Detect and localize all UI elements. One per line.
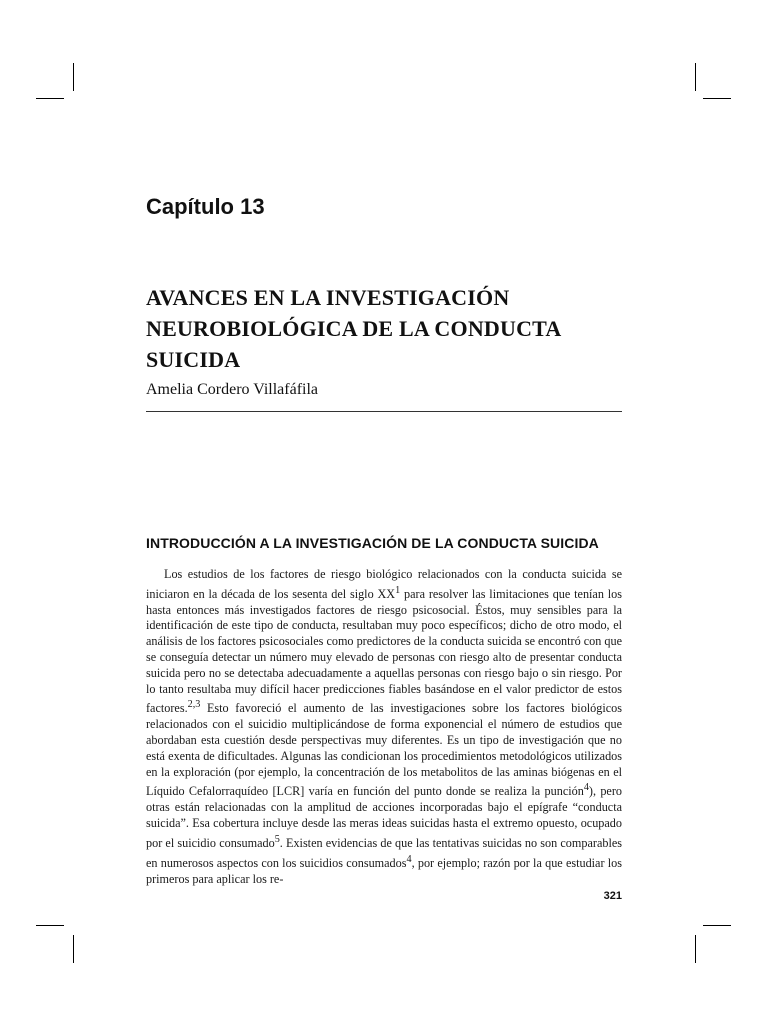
title-line: SUICIDA [146,347,241,372]
body-text-run: Los estudios de los factores de riesgo biológico relacionados con la conducta suicida se iniciaron en la década de los sesenta del siglo XX [146,567,622,601]
body-text-run: , por ejemplo; razón por la que estudiar los primeros para aplicar los re- [146,855,622,886]
body-text-run: Esto favoreció el aumento de las investigaciones sobre los factores biológicos relacionados con el suicidio multiplicándose de forma exponencial el número de estudios que abordaban esta cuestión desde perspectivas muy diferentes. Es un tipo de investigación que no está exenta de dificultades. Algunas las condicionan los procedimientos metodológicos utilizados en la exploración (por ejemplo, la concentración de los metabolitos de las aminas biógenas en el Líquido Cefalorraquídeo [LCR] varía en función del punto donde se realiza la punción [146,701,622,799]
body-text-run: . Existen evidencias de que las tentativas suicidas no son comparables en numerosos aspectos con los suicidios consumados [146,836,622,870]
page-number: 321 [603,890,622,902]
body-text-run: para resolver las limitaciones que tenían los hasta entonces más investigados factores de riesgo psicosocial. Éstos, muy sensibles para la identificación de este tipo de conducta, resultaban muy poco específicos; dicho de otro modo, el análisis de los factores psicosociales como predictores de la conducta suicida se encontró con que se conseguía detectar un número muy elevado de personas con riesgo alto de presentar conducta suicida pero no se detectaba adecuadamente a aquellas personas con riesgo bajo o sin riesgo. Por lo tanto resultaba muy difícil hacer predicciones fiables basándose en el valor predictor de estos factores. [146,586,622,716]
crop-mark [36,98,64,99]
footnote-ref: 2,3 [187,699,201,711]
section-heading: INTRODUCCIÓN A LA INVESTIGACIÓN DE LA CONDUCTA SUICIDA [146,535,599,551]
crop-mark [695,63,696,91]
crop-mark [695,935,696,963]
chapter-label: Capítulo 13 [146,194,265,219]
title-divider [146,411,622,412]
footnote-ref: 4 [406,853,412,865]
footnote-ref: 4 [583,782,589,794]
crop-mark [703,98,731,99]
author-name: Amelia Cordero Villafáfila [146,381,319,398]
crop-mark [73,63,74,91]
crop-mark [36,925,64,926]
chapter-title [146,282,626,375]
title-line: NEUROBIOLÓGICA DE LA CONDUCTA [146,316,562,341]
title-line: AVANCES EN LA INVESTIGACIÓN [146,285,510,310]
body-paragraph [146,567,622,887]
footnote-ref: 1 [395,584,401,596]
footnote-ref: 5 [274,833,280,845]
crop-mark [73,935,74,963]
crop-mark [703,925,731,926]
body-text-run: ), pero otras están relacionadas con la amplitud de acciones incorporadas bajo el epígrafe “conducta suicida”. Esa cobertura incluye desde las meras ideas suicidas hasta el extremo opuesto, ocupado por el suicidio consumado [146,784,622,850]
